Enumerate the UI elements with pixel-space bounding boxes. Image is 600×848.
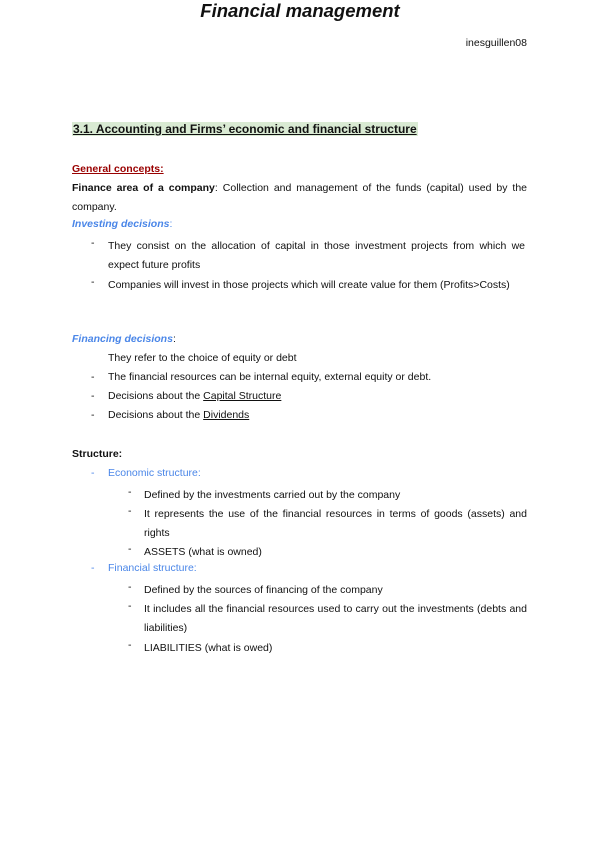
bullet-dash: - [91, 237, 95, 249]
investing-heading-line [72, 218, 172, 230]
list-item: The financial resources can be internal equity, external equity or debt. [108, 371, 432, 383]
investing-heading: Investing decisions [72, 218, 170, 230]
investing-colon: : [169, 218, 173, 230]
list-item: It includes all the financial resources used to carry out the investments (debts and liabilities) [144, 603, 527, 634]
bullet-dash: - [91, 467, 95, 479]
finance-area-term: Finance area of a company [72, 182, 215, 194]
bullet-dash: - [128, 505, 132, 517]
bullet-dash: - [91, 409, 95, 421]
financing-intro: They refer to the choice of equity or debt [108, 352, 297, 364]
general-concepts-heading: General concepts: [72, 163, 164, 175]
bullet-dash: - [128, 600, 132, 612]
list-item: It represents the use of the financial resources in terms of goods (assets) and rights [144, 508, 527, 539]
item-prefix: Decisions about the [108, 390, 204, 402]
financing-heading: Financing decisions [72, 333, 173, 345]
financing-heading-line [72, 333, 176, 345]
page-title: Financial management [200, 0, 400, 21]
list-item: They consist on the allocation of capital in those investment projects from which we expect future profits [108, 240, 525, 271]
finance-area-paragraph [72, 179, 527, 217]
bullet-dash: - [91, 562, 95, 574]
list-item [108, 390, 281, 402]
bullet-dash: - [128, 581, 132, 593]
section-heading: 3.1. Accounting and Firms’ economic and financial structure [73, 122, 417, 136]
capital-structure-link[interactable]: Capital Structure [203, 390, 282, 402]
bullet-dash: - [128, 543, 132, 555]
list-item: LIABILITIES (what is owed) [144, 642, 273, 654]
list-item: Defined by the investments carried out by the company [144, 489, 401, 501]
list-item: Companies will invest in those projects which will create value for them (Profits>Costs) [108, 279, 510, 291]
bullet-dash: - [91, 390, 95, 402]
bullet-dash: - [128, 486, 132, 498]
economic-structure-label: Economic structure: [108, 467, 201, 479]
finance-area-definition: : Collection and management of the funds (capital) used by the company. [72, 182, 527, 213]
list-item [108, 409, 249, 421]
financial-structure-label: Financial structure: [108, 562, 197, 574]
bullet-dash: - [91, 371, 95, 383]
author-name: inesguillen08 [465, 37, 527, 49]
list-item: ASSETS (what is owned) [144, 546, 262, 558]
dividends-link[interactable]: Dividends [203, 409, 250, 421]
bullet-dash: - [128, 639, 132, 651]
list-item: Defined by the sources of financing of the company [144, 584, 383, 596]
item-prefix: Decisions about the [108, 409, 204, 421]
structure-heading: Structure: [72, 448, 123, 460]
bullet-dash: - [91, 276, 95, 288]
financing-colon: : [172, 333, 176, 345]
